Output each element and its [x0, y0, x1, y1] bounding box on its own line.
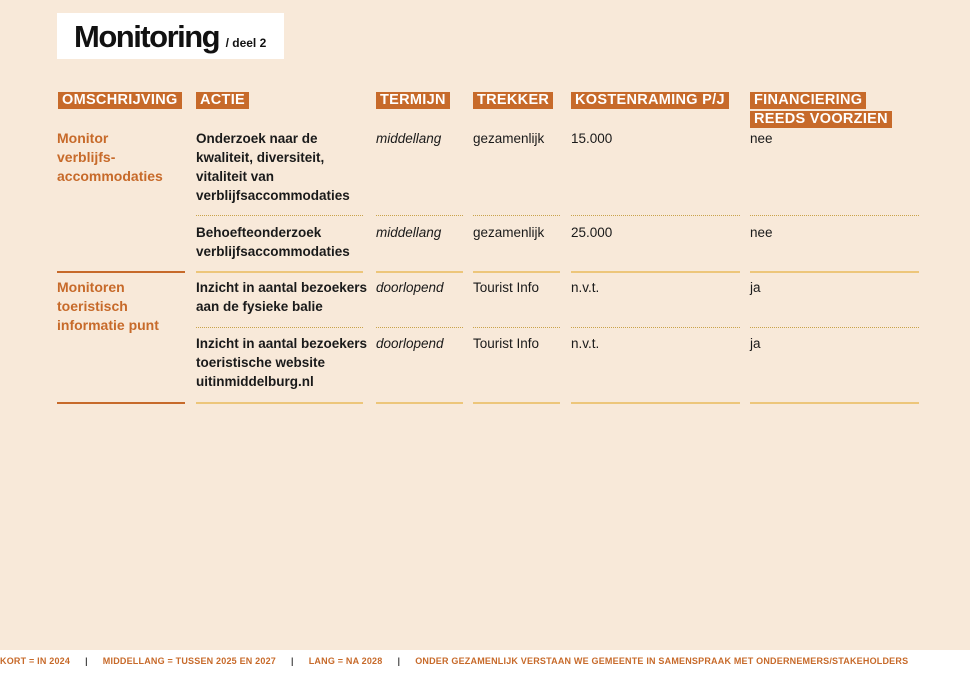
- row-kosten: 25.000: [571, 225, 613, 240]
- table-bottom-rule: [473, 402, 560, 404]
- row-trekker: Tourist Info: [473, 280, 540, 295]
- row-termijn: doorlopend: [376, 280, 444, 295]
- row-divider: [473, 215, 560, 216]
- row-trekker: gezamenlijk: [473, 131, 545, 146]
- group-divider: [376, 271, 463, 273]
- row-divider: [750, 215, 919, 216]
- header-actie: ACTIE: [196, 91, 249, 109]
- row-financiering: nee: [750, 131, 773, 146]
- page-title-box: [57, 13, 284, 59]
- row-actie: Onderzoek naar de kwaliteit, diversiteit, vitaliteit van verblijfsaccommodaties: [196, 131, 350, 203]
- group-divider: [57, 271, 185, 273]
- row-divider: [750, 327, 919, 328]
- group-divider: [473, 271, 560, 273]
- group-label-verblijfsaccommodaties: Monitor verblijfs- accommodaties: [57, 130, 163, 184]
- row-divider: [196, 215, 363, 216]
- table-bottom-rule: [196, 402, 363, 404]
- group-divider: [196, 271, 363, 273]
- row-actie: Behoefteonderzoek verblijfsaccommodaties: [196, 225, 350, 259]
- row-divider: [571, 327, 740, 328]
- row-financiering: nee: [750, 225, 773, 240]
- row-kosten: n.v.t.: [571, 336, 600, 351]
- row-divider: [473, 327, 560, 328]
- group-label-informatie-punt: Monitoren toeristisch informatie punt: [57, 279, 159, 333]
- footer-legend: [0, 650, 970, 673]
- row-kosten: n.v.t.: [571, 280, 600, 295]
- row-financiering: ja: [750, 280, 761, 295]
- table-bottom-rule: [750, 402, 919, 404]
- row-actie: Inzicht in aantal bezoekers aan de fysieke balie: [196, 280, 368, 314]
- legend-kort: KORT = IN 2024: [0, 656, 71, 666]
- group-divider: [571, 271, 740, 273]
- row-trekker: gezamenlijk: [473, 225, 545, 240]
- legend-middellang: MIDDELLANG = TUSSEN 2025 EN 2027: [102, 656, 276, 666]
- row-termijn: doorlopend: [376, 336, 444, 351]
- footer-separator: |: [397, 656, 401, 666]
- row-divider: [571, 215, 740, 216]
- row-trekker: Tourist Info: [473, 336, 540, 351]
- header-termijn: TERMIJN: [376, 91, 450, 109]
- legend-lang: LANG = NA 2028: [308, 656, 383, 666]
- legend-gezamenlijk-note: ONDER GEZAMENLIJK VERSTAAN WE GEMEENTE IN SAMENSPRAAK MET ONDERNEMERS/STAKEHOLDERS: [415, 656, 909, 666]
- footer-separator: |: [85, 656, 88, 666]
- header-kostenraming: KOSTENRAMING P/J: [571, 91, 729, 109]
- row-financiering: ja: [750, 336, 761, 351]
- row-kosten: 15.000: [571, 131, 613, 146]
- page-title: Monitoring: [74, 19, 220, 54]
- table-bottom-rule: [376, 402, 463, 404]
- row-divider: [376, 327, 463, 328]
- row-termijn: middellang: [376, 225, 442, 240]
- row-divider: [196, 327, 363, 328]
- footer-separator: |: [291, 656, 294, 666]
- header-trekker: TREKKER: [473, 91, 553, 109]
- table-bottom-rule: [571, 402, 740, 404]
- group-divider: [750, 271, 919, 273]
- row-divider: [376, 215, 463, 216]
- header-financiering: FINANCIERING REEDS VOORZIEN: [750, 91, 892, 129]
- header-omschrijving: OMSCHRIJVING: [58, 91, 182, 109]
- row-actie: Inzicht in aantal bezoekers toeristische website uitinmiddelburg.nl: [196, 336, 368, 389]
- page-subtitle: / deel 2: [225, 36, 267, 50]
- row-termijn: middellang: [376, 131, 442, 146]
- table-bottom-rule: [57, 402, 185, 404]
